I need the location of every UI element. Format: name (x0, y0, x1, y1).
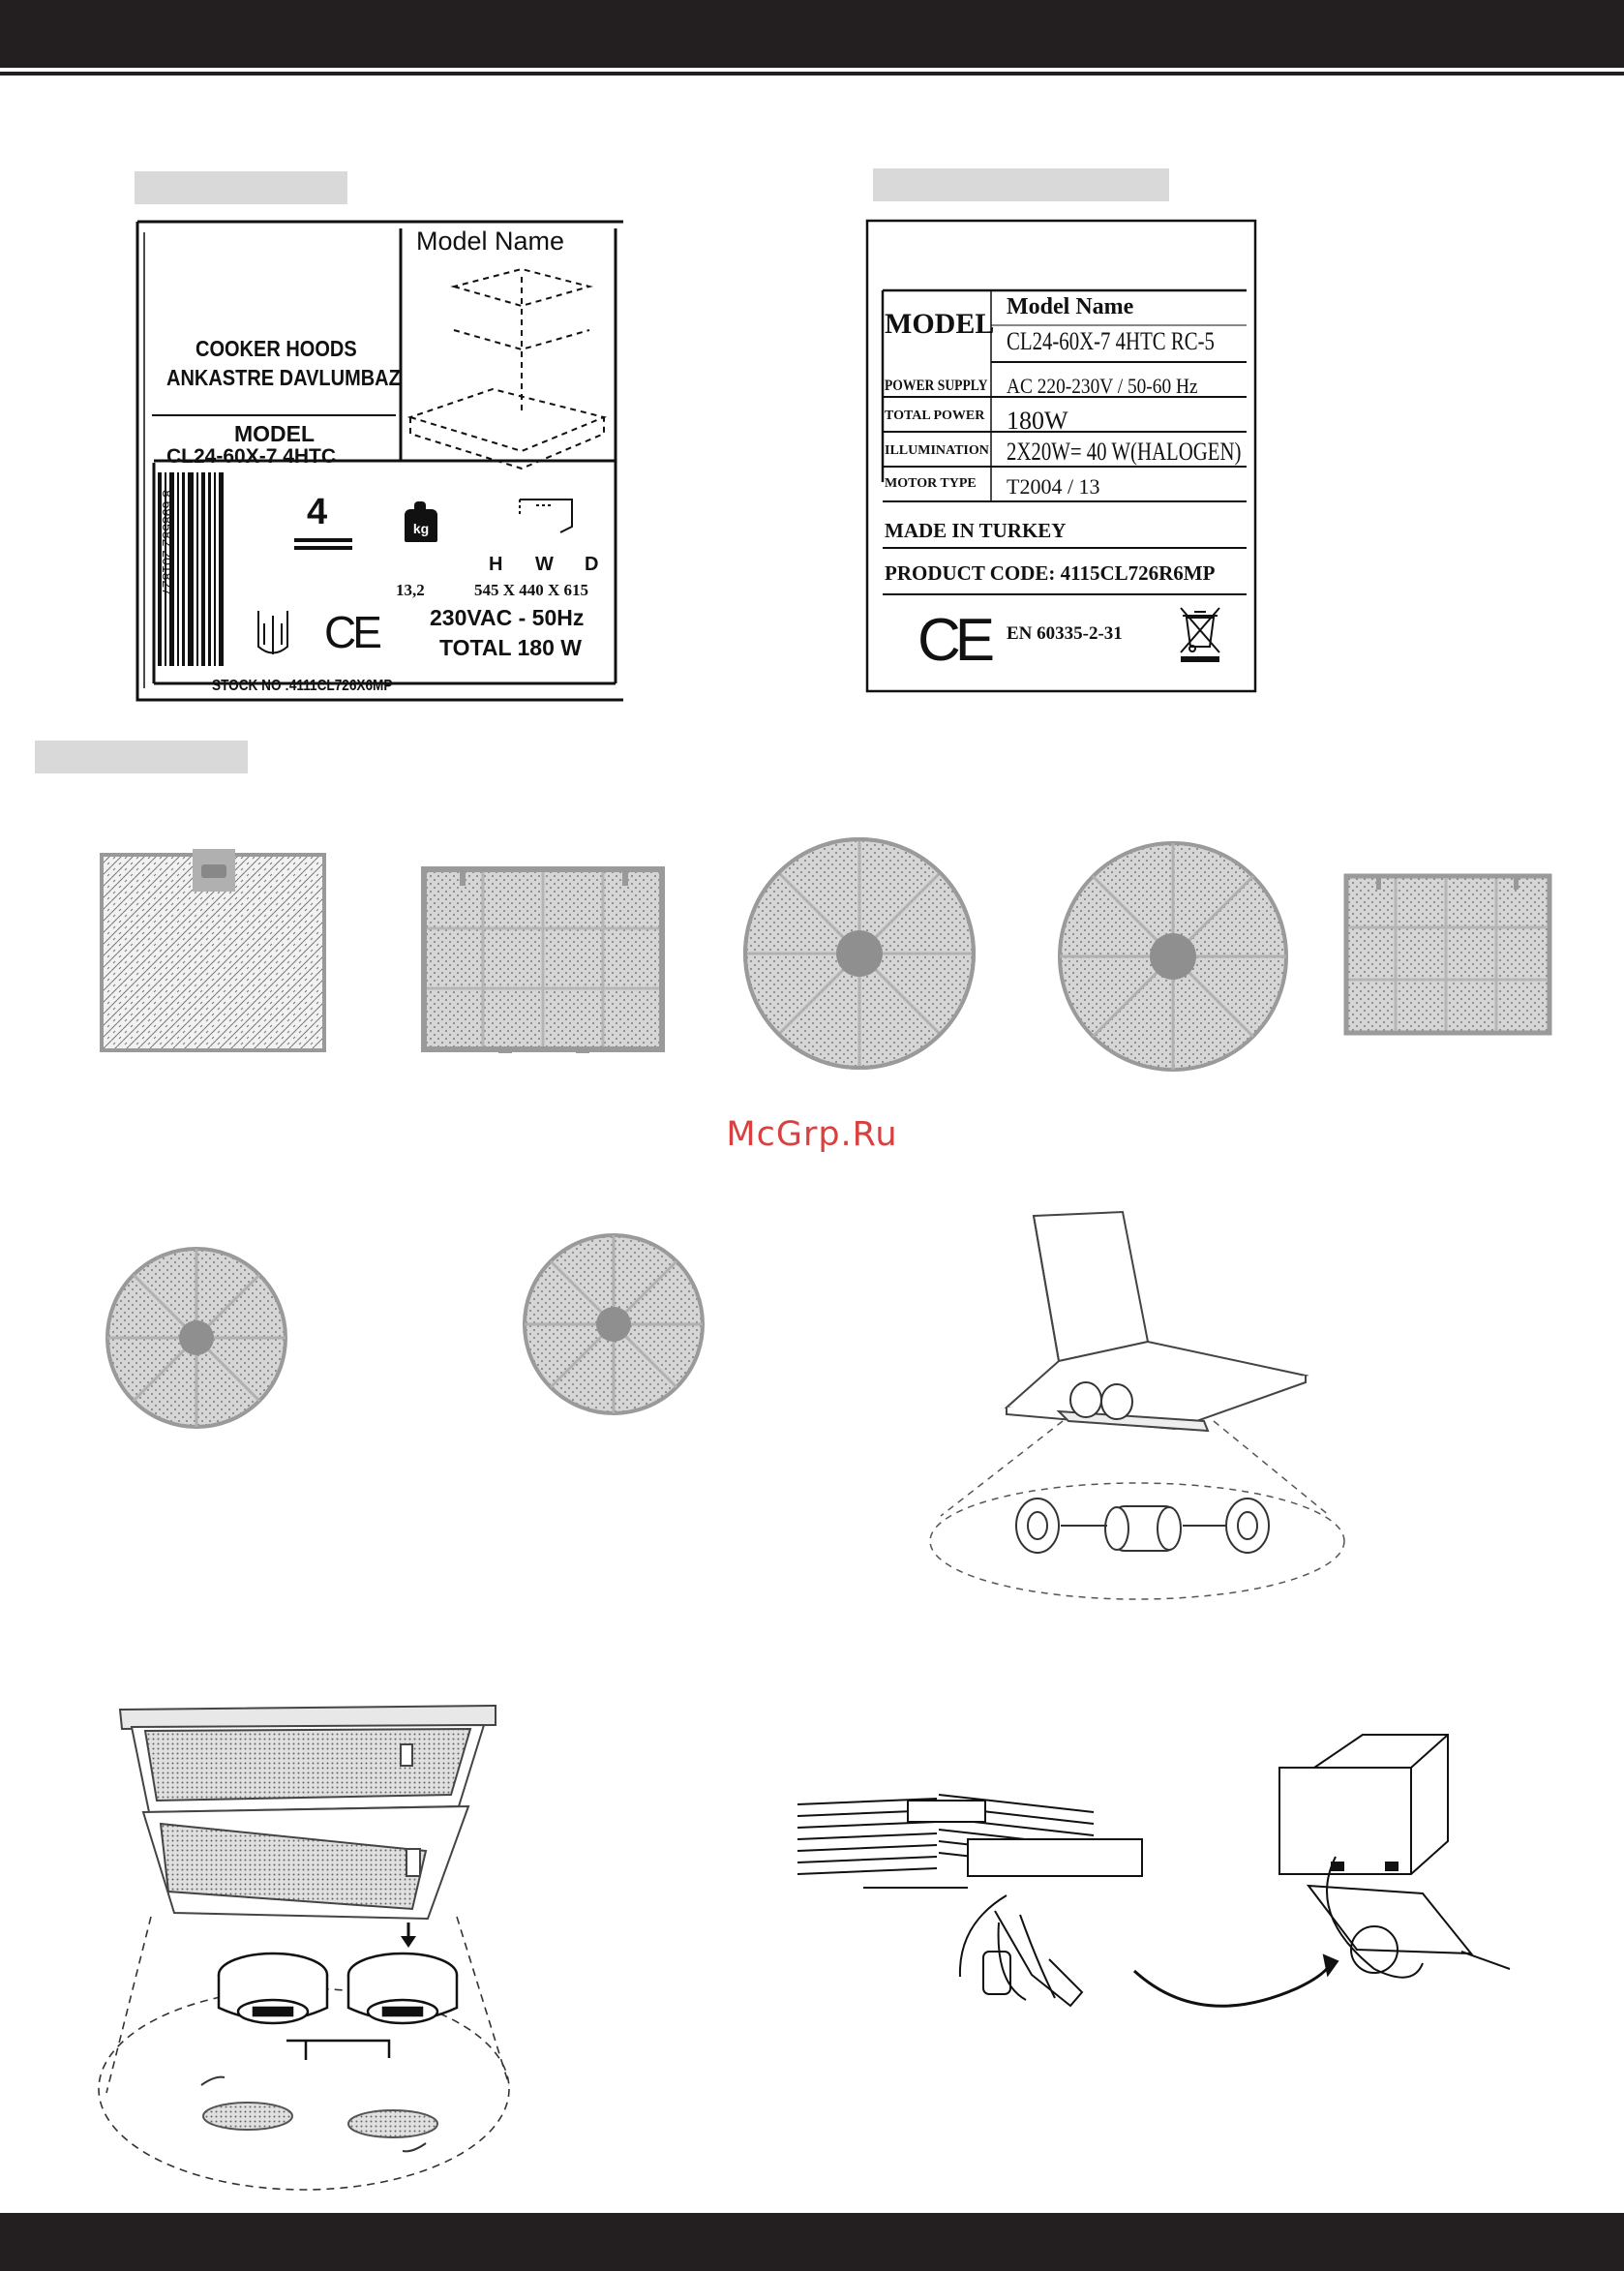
label2-row-value: T2004 / 13 (1007, 474, 1100, 499)
label2-standard: EN 60335-2-31 (1007, 623, 1123, 644)
label1-count: 4 (307, 492, 328, 532)
label1-brand-line1: COOKER HOODS (195, 337, 357, 362)
section-heading-placeholder (35, 741, 248, 773)
trident-emblem-icon (258, 611, 287, 654)
label1-dim-h: H (489, 554, 503, 575)
label1-dim-d: D (585, 554, 599, 575)
telescopic-hood-filter-illustration (93, 1698, 557, 2166)
label2-made-in: MADE IN TURKEY (885, 519, 1067, 542)
label1-brand-line2: ANKASTRE DAVLUMBAZ (166, 366, 401, 391)
label1-voltage: 230VAC - 50Hz (430, 605, 585, 630)
ce-mark-icon: CE (324, 607, 378, 657)
round-carbon-filter (1056, 839, 1290, 1074)
chimney-hood-filter-illustration (923, 1206, 1351, 1603)
round-carbon-filter (521, 1231, 707, 1417)
label2-row-key: MOTOR TYPE (885, 476, 977, 491)
label2-model-name: Model Name (1007, 294, 1134, 319)
ce-mark-icon: CE (917, 607, 990, 674)
rating-label-2 (865, 219, 1259, 693)
label2-row-key: TOTAL POWER (885, 409, 985, 423)
label2-row-key: POWER SUPPLY (885, 378, 988, 394)
watermark: McGrp.Ru (726, 1115, 898, 1154)
top-rule (0, 72, 1624, 76)
label2-model-caption: MODEL (885, 308, 995, 340)
label1-model-value: CL24-60X-7 4HTC (166, 445, 337, 468)
weight-kg-icon (405, 501, 437, 540)
top-band (0, 0, 1624, 68)
hood-installation-illustration (794, 1731, 1527, 2066)
aluminium-grease-filter (100, 849, 328, 1054)
section-heading-placeholder (135, 171, 347, 204)
section-heading-placeholder (873, 168, 1169, 201)
weight-kg-text: kg (405, 509, 437, 542)
label1-total: TOTAL 180 W (439, 635, 582, 660)
hood-box-icon (520, 500, 572, 532)
label1-model-name: Model Name (416, 227, 565, 256)
rating-label-1 (135, 219, 623, 700)
carbon-filter-panel (421, 866, 667, 1056)
label1-model-caption: MODEL (234, 421, 316, 446)
label2-row-key: ILLUMINATION (885, 443, 989, 458)
label1-barcode-number: 8 698582 201827 (160, 490, 175, 595)
label2-row-value: 180W (1007, 407, 1068, 435)
label1-dim-w: W (535, 554, 554, 575)
recycle-bin-crossed-icon (1177, 604, 1221, 664)
label1-weight-value: 13,2 (396, 581, 425, 599)
round-carbon-filter (741, 835, 977, 1072)
label2-product-code: PRODUCT CODE: 4115CL726R6MP (885, 561, 1216, 585)
label1-stock: STOCK NO :4111CL726X6MP (212, 678, 393, 694)
round-carbon-filter (104, 1245, 289, 1431)
label2-row-value: 2X20W= 40 W(HALOGEN) (1007, 438, 1242, 466)
bottom-band (0, 2213, 1624, 2271)
label2-row-value: AC 220-230V / 50-60 Hz (1007, 374, 1198, 398)
label2-model-value: CL24-60X-7 4HTC RC-5 (1007, 327, 1215, 355)
label1-dimensions: 545 X 440 X 615 (474, 581, 589, 599)
carbon-filter-panel (1343, 873, 1552, 1036)
